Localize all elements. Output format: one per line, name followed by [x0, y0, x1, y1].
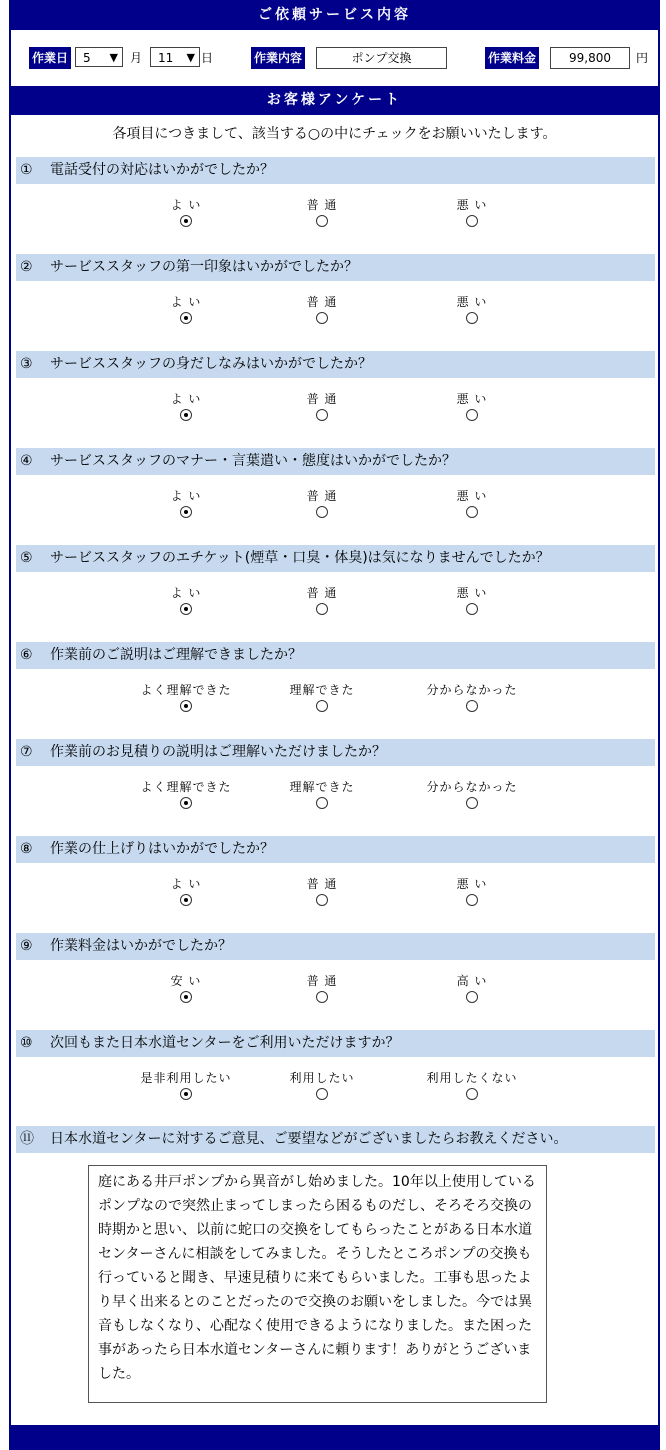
radio-button[interactable] — [466, 409, 478, 421]
answer-option[interactable] — [412, 391, 532, 424]
day-select[interactable] — [150, 47, 200, 67]
radio-button[interactable] — [180, 409, 192, 421]
answer-option[interactable] — [262, 1070, 382, 1103]
radio-button[interactable] — [316, 797, 328, 809]
day-unit: 日 — [201, 51, 214, 65]
answer-option[interactable] — [262, 779, 382, 812]
answer-option-label: 理解できた — [289, 780, 355, 794]
answer-option-label: よ い — [170, 198, 202, 212]
radio-button[interactable] — [316, 894, 328, 906]
question-number: ⑩ — [20, 1035, 33, 1051]
radio-button[interactable] — [180, 215, 192, 227]
answer-option[interactable] — [412, 294, 532, 327]
question-number: ④ — [20, 453, 33, 469]
answer-option-label: よ い — [170, 392, 202, 406]
radio-button[interactable] — [466, 700, 478, 712]
answer-option[interactable] — [412, 585, 532, 618]
answer-option-label: 普 通 — [306, 295, 338, 309]
radio-button[interactable] — [180, 797, 192, 809]
answer-option-label: 悪 い — [456, 489, 488, 503]
answer-option-label: 利用したい — [289, 1071, 355, 1085]
answer-option-label: 分からなかった — [426, 683, 518, 697]
question-text: 作業前のお見積りの説明はご理解いただけましたか？ — [50, 744, 386, 760]
day-value: 11 — [158, 51, 174, 65]
radio-button[interactable] — [466, 506, 478, 518]
question-number: ⑦ — [20, 744, 33, 760]
answer-option-label: 悪 い — [456, 392, 488, 406]
radio-button[interactable] — [316, 409, 328, 421]
question-text: サービススタッフの身だしなみはいかがでしたか？ — [50, 356, 372, 372]
question-bar-11 — [16, 1126, 655, 1153]
answer-option-label: 普 通 — [306, 198, 338, 212]
question-number: ① — [20, 162, 33, 178]
answer-option-label: 普 通 — [306, 974, 338, 988]
answer-option-label: 理解できた — [289, 683, 355, 697]
work-content-label: 作業内容 — [251, 47, 305, 69]
answer-option[interactable] — [412, 1070, 532, 1103]
question-number: ⑥ — [20, 647, 33, 663]
chevron-down-icon: ▼ — [186, 51, 195, 64]
radio-button[interactable] — [316, 603, 328, 615]
answer-option[interactable] — [126, 488, 246, 521]
answer-option[interactable] — [412, 488, 532, 521]
answer-option-label: 安 い — [170, 974, 202, 988]
radio-button[interactable] — [466, 1088, 478, 1100]
question-text: サービススタッフのエチケット(煙草・口臭・体臭)は気になりませんでしたか？ — [50, 550, 550, 566]
service-header: ご依頼サービス内容 — [9, 0, 660, 30]
answer-option-label: よく理解できた — [140, 683, 232, 697]
question-bar-3 — [16, 351, 655, 378]
work-fee-label: 作業料金 — [485, 47, 539, 69]
radio-button[interactable] — [316, 991, 328, 1003]
answer-option[interactable] — [126, 585, 246, 618]
radio-button[interactable] — [466, 603, 478, 615]
work-date-label: 作業日 — [29, 47, 71, 69]
answer-option-label: 普 通 — [306, 877, 338, 891]
question-text: 作業の仕上げりはいかがでしたか？ — [50, 841, 274, 857]
survey-instruction: 各項目につきまして、該当する○の中にチェックをお願いいたします。 — [112, 126, 557, 142]
answer-option-label: 悪 い — [456, 877, 488, 891]
question-bar-8 — [16, 836, 655, 863]
question-number: ⑤ — [20, 550, 33, 566]
radio-button[interactable] — [180, 312, 192, 324]
answer-option-label: 悪 い — [456, 295, 488, 309]
question-bar-4 — [16, 448, 655, 475]
answer-option-label: 普 通 — [306, 392, 338, 406]
answer-option[interactable] — [412, 973, 532, 1006]
radio-button[interactable] — [180, 894, 192, 906]
fee-unit: 円 — [636, 51, 649, 65]
question-text: 次回もまた日本水道センターをご利用いただけますか？ — [50, 1035, 400, 1051]
answer-option[interactable] — [262, 488, 382, 521]
answer-option-label: よ い — [170, 877, 202, 891]
answer-option[interactable] — [412, 876, 532, 909]
answer-option-label: よ い — [170, 489, 202, 503]
answer-option[interactable] — [126, 682, 246, 715]
survey-header: お客様アンケート — [9, 86, 660, 115]
question-text: 作業前のご説明はご理解できましたか？ — [50, 647, 302, 663]
answer-option[interactable] — [262, 973, 382, 1006]
month-unit: 月 — [130, 51, 143, 65]
answer-option[interactable] — [412, 197, 532, 230]
radio-button[interactable] — [180, 991, 192, 1003]
month-select[interactable] — [75, 47, 123, 67]
question-text: サービススタッフのマナー・言葉遣い・態度はいかがでしたか？ — [50, 453, 456, 469]
question-bar-2 — [16, 254, 655, 281]
radio-button[interactable] — [466, 797, 478, 809]
question-text: 電話受付の対応はいかがでしたか？ — [50, 162, 274, 178]
answer-option-label: 普 通 — [306, 586, 338, 600]
work-content-field[interactable]: ポンプ交換 — [316, 47, 447, 69]
radio-button[interactable] — [466, 991, 478, 1003]
radio-button[interactable] — [180, 506, 192, 518]
question-number: ② — [20, 259, 33, 275]
answer-option[interactable] — [126, 294, 246, 327]
radio-button[interactable] — [316, 312, 328, 324]
question-text: サービススタッフの第一印象はいかがでしたか？ — [50, 259, 358, 275]
answer-option-label: 悪 い — [456, 198, 488, 212]
radio-button[interactable] — [180, 603, 192, 615]
answer-option-label: よく理解できた — [140, 780, 232, 794]
answer-option[interactable] — [262, 585, 382, 618]
comment-textarea[interactable]: 庭にある井戸ポンプから異音がし始めました。10年以上使用しているポンプなので突然止まってしまったら困るものだし、そろそろ交換の時期かと思い、以前に蛇口の交換をしてもらったことがある日本水道センターさんに相談をしてみました。そうしたところポンプの交換も行っていると聞き、早速見積りに来てもらいました。工事も思ったより早く出来るとのことだったので交換のお願いをしました。今では異音もしなくなり、心配なく使用できるようになりました。また困った事があったら日本水道センターさんに頼ります！ありがとうございました。 — [88, 1165, 547, 1403]
answer-option[interactable] — [262, 682, 382, 715]
radio-button[interactable] — [180, 1088, 192, 1100]
question-bar-5 — [16, 545, 655, 572]
answer-option[interactable] — [126, 779, 246, 812]
answer-option[interactable] — [262, 197, 382, 230]
answer-option[interactable] — [262, 876, 382, 909]
question-number: ⑧ — [20, 841, 33, 857]
answer-option-label: 高 い — [456, 974, 488, 988]
question-number: ⑪ — [20, 1131, 34, 1147]
answer-option-label: よ い — [170, 295, 202, 309]
question-number: ⑨ — [20, 938, 33, 954]
question-text: 作業料金はいかがでしたか？ — [50, 938, 232, 954]
radio-button[interactable] — [466, 312, 478, 324]
radio-button[interactable] — [316, 700, 328, 712]
radio-button[interactable] — [466, 894, 478, 906]
answer-option-label: 分からなかった — [426, 780, 518, 794]
chevron-down-icon: ▼ — [109, 51, 118, 64]
answer-option[interactable] — [262, 294, 382, 327]
answer-option[interactable] — [126, 391, 246, 424]
answer-option-label: 是非利用したい — [140, 1071, 232, 1085]
radio-button[interactable] — [180, 700, 192, 712]
question-number: ③ — [20, 356, 33, 372]
answer-option[interactable] — [126, 197, 246, 230]
radio-button[interactable] — [466, 215, 478, 227]
radio-button[interactable] — [316, 1088, 328, 1100]
answer-option[interactable] — [412, 779, 532, 812]
answer-option[interactable] — [412, 682, 532, 715]
answer-option-label: よ い — [170, 586, 202, 600]
question-bar-6 — [16, 642, 655, 669]
footer-bar — [9, 1425, 660, 1450]
question-bar-7 — [16, 739, 655, 766]
month-value: 5 — [83, 51, 91, 65]
question-text: 日本水道センターに対するご意見、ご要望などがございましたらお教えください。 — [50, 1131, 568, 1147]
radio-button[interactable] — [316, 506, 328, 518]
answer-option[interactable] — [126, 1070, 246, 1103]
answer-option-label: 悪 い — [456, 586, 488, 600]
question-bar-9 — [16, 933, 655, 960]
answer-option[interactable] — [126, 973, 246, 1006]
answer-option-label: 普 通 — [306, 489, 338, 503]
answer-option-label: 利用したくない — [426, 1071, 518, 1085]
answer-option[interactable] — [262, 391, 382, 424]
question-bar-1 — [16, 157, 655, 184]
work-fee-field[interactable]: 99,800 — [550, 47, 630, 69]
radio-button[interactable] — [316, 215, 328, 227]
question-bar-10 — [16, 1030, 655, 1057]
answer-option[interactable] — [126, 876, 246, 909]
